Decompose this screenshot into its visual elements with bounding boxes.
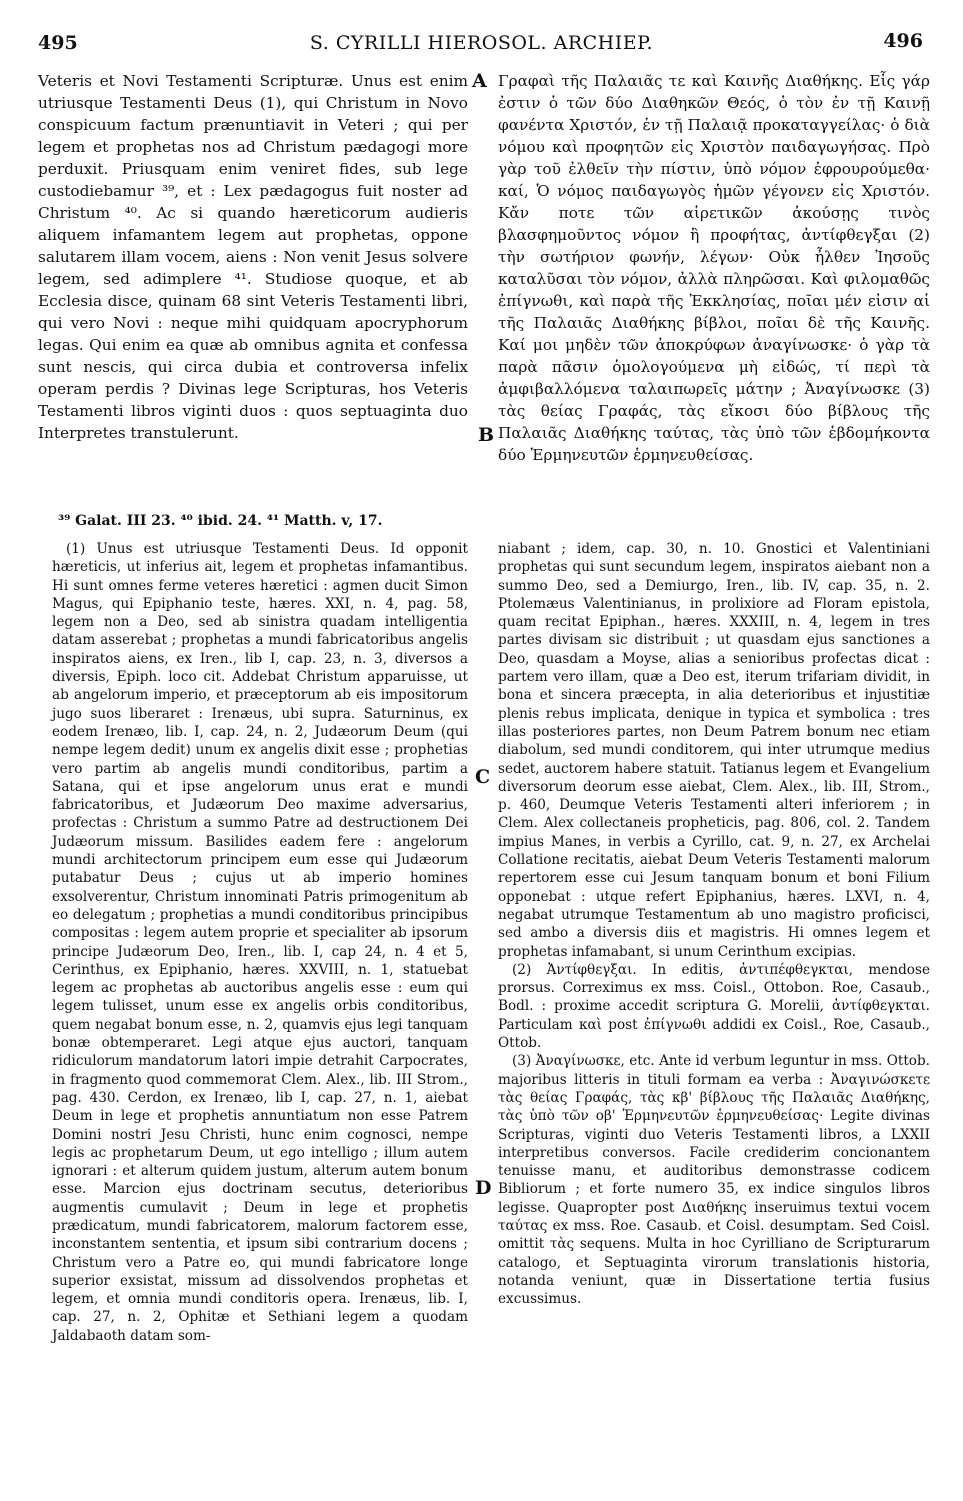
section-marker-a: A <box>472 70 487 92</box>
section-marker-d: D <box>475 1177 492 1199</box>
section-marker-c: C <box>475 766 491 788</box>
footnote-1: (1) Unus est utriusque Testamenti Deus. Id opponit hæreticis, ut inferius ait, legem et prophetas infamantibus. Hi sunt omnes ferme veteres hæretici : agmen ducit Simon Magus, qui Epiphanio teste, hæres. XXI, n. 4, pag. 58, legem non a Deo, sed ab sinistra quadam intelligentia datam asserebat ; prophetas a mundi fabricatoribus angelis inspiratos aiens, ex Iren., lib I, cap. 23, n. 3, diversos a diversis, Epiph. loco cit. Addebat Christum apparuisse, ut ab angelorum imperio, et præceptorum ab eis impositorum jugo suos liberaret : Irenæus, ubi supra. Saturninus, ex eodem Irenæo, lib. I, cap. 24, n. 2, Judæorum Deum (qui nempe legem dedit) unum ex angelis dixit esse ; prophetias vero partim ab angelis mundi conditoribus, partim a Satana, qui et ipse angelorum unus erat e mundi fabricatoribus, et Judæorum Deo maxime adversarius, profectas : Christum a summo Patre ad destructionem Dei Judæorum missum. Basilides eadem fere : angelorum mundi architectorum principem eum esse qui Judæorum putabatur Deus ; cujus ut ab imperio homines exsolverentur, Christum innominati Patris primogenitum ab eo delegatum ; prophetias a mundi conditoribus principibus compositas : legem autem proprie et specialiter ab ipsorum principe Judæorum Deo, Iren., lib. I, cap 24, n. 4 et 5, Cerinthus, ex Epiphanio, hæres. XXVIII, n. 1, statuebat legem ac prophetas ab auctoribus angelis esse : eum qui legem tulisset, unum esse ex angelis orbis conditoribus, quem negabat bonum esse, n. 2, quamvis ejus legi tanquam bonæ obtemperaret. Legi atque ejus auctori, tanquam ridiculorum mandatorum latori impie detrahit Carpocrates, in fragmento quod commemorat Clem. Alex., lib. III Strom., pag. 430. Cerdon, ex Irenæo, lib I, cap. 27, n. 1, aiebat Deum in lege et prophetis annuntiatum non esse Patrem Domini nostri Jesu Christi, hunc enim cognosci, nempe legis ac prophetarum Deum, ut ego intelligo ; illum autem ignorari : et alterum quidem justum, alterum autem bonum esse. Marcion ejus doctrinam secutus, deterioribus augmentis cumulavit ; Deum in lege et prophetis prædicatum, mundi fabricatorem, malorum factorem esse, inconstantem sententia, et ipsum sibi contrarium docens ; Christum vero a Patre eo, qui mundi fabricatore longe superior exsistat, missum ad dissolvendos prophetas et legem, et omnia mundi conditoris opera. Irenæus, lib. I, cap. 27, n. 2, Ophitæ et Sethiani legem a quodam Jaldabaoth datam som- <box>52 541 468 1344</box>
footnote-1-continued: niabant ; idem, cap. 30, n. 10. Gnostici et Valentiniani prophetas qui sunt secundum legem, inspiratos aiebant non a summo Deo, sed a Demiurgo, Iren., lib. IV, cap. 35, n. 2. Ptolemæus Valentinianus, in prolixiore ad Floram epistola, quam recitat Epiphan., hæres. XXXIII, n. 4, legem in tres partes divisam sic distribuit ; ut quasdam ejus sanctiones a Deo, quasdam a Moyse, alias a senioribus profectas dicat : partem vero illam, quæ a Deo est, iterum trifariam dividit, in bona et sincera præcepta, in alia deterioribus et injustitiæ plenis rebus implicata, denique in typica et symbolica : tres illas posteriores partes, non Deum Patrem bonum nec etiam diabolum, sed mundi conditorem, qui inter utrumque medius sedet, auctorem habere statuit. Tatianus legem et Evangelium diversorum deorum esse aiebat, Clem. Alex., lib. III, Strom., p. 460, Deumque Veteris Testamenti alteri inferiorem ; in Clem. Alex collectaneis propheticis, pag. 806, col. 2. Tandem impius Manes, in verbis a Cyrillo, cat. 9, n. 27, ex Archelai Collatione recitatis, aiebat Deum Veteris Testamenti malorum repertorem esse cui Jesum tanquam bonum et boni Filium opponebat : utque refert Epiphanius, hæres. LXVI, n. 4, negabat utrumque Testamentum ab uno magistro proficisci, sed ambo a diversis diis et magistris. Hi omnes legem et prophetas infamabant, si unum Cerinthum excipias. <box>498 541 930 960</box>
section-marker-b: B <box>478 424 495 446</box>
page-header <box>0 30 963 62</box>
page-number-right: 496 <box>883 30 923 52</box>
running-title: S. CYRILLI HIEROSOL. ARCHIEP. <box>309 32 654 54</box>
footnote-2: (2) Ἀντίφθεγξαι. In editis, ἀντιπέφθεγκται, mendose prorsus. Correximus ex mss. Coisl., Ottobon. Roe, Casaub., Bodl. : proxime accedit scriptura G. Morelii, ἀντίφθεγκται. Particulam καὶ post ἐπίγνωθι addidi ex Coisl., Roe, Casaub., Ottob. <box>498 961 930 1052</box>
latin-paragraph: Veteris et Novi Testamenti Scripturæ. Unus est enim utriusque Testamenti Deus (1), qui Christum in Novo conspicuum factum prænuntiavit in Veteri ; qui per legem et prophetas nos ad Christum pædagogi more perduxit. Priusquam enim veniret fides, sub lege custodiebamur ³⁹, et : Lex pædagogus fuit noster ad Christum ⁴⁰. Ac si quando hæreticorum audieris aliquem infamantem legem aut prophetas, oppone salutarem illam vocem, aiens : Non venit Jesus solvere legem, sed adimplere ⁴¹. Studiose quoque, et ab Ecclesia disce, quinam 68 sint Veteris Testamenti libri, qui vero Novi : neque mihi quidquam apocryphorum legas. Qui enim ea quæ ab omnibus agnita et confessa sunt nescis, qui circa dubia et controversa infelix operam perdis ? Divinas lege Scripturas, hos Veteris Testamenti libros viginti duos : quos septuaginta duo Interpretes transtulerunt. <box>38 72 468 442</box>
footnotes-left-column <box>52 540 468 1345</box>
greek-text-column <box>498 70 930 466</box>
greek-paragraph: Γραφαὶ τῆς Παλαιᾶς τε καὶ Καινῆς Διαθήκης. Εἷς γάρ ἐστιν ὁ τῶν δύο Διαθηκῶν Θεός, ὁ τὸν ἐν τῇ Καινῇ φανέντα Χριστόν, ἐν τῇ Παλαιᾷ προκαταγγείλας· ὁ διὰ νόμου καὶ προφητῶν εἰς Χριστὸν παιδαγωγήσας. Πρὸ γὰρ τοῦ ἐλθεῖν τὴν πίστιν, ὑπὸ νόμον ἐφρουρούμεθα· καί, Ὁ νόμος παιδαγωγὸς ἡμῶν γέγονεν εἰς Χριστόν. Κἄν ποτε τῶν αἱρετικῶν ἀκούσῃς τινὸς βλασφημοῦντος νόμον ἢ προφήτας, ἀντίφθεγξαι (2) τὴν σωτήριον φωνήν, λέγων· Οὐκ ἦλθεν Ἰησοῦς καταλῦσαι τὸν νόμον, ἀλλὰ πληρῶσαι. Καὶ φιλομαθῶς ἐπίγνωθι, καὶ παρὰ τῆς Ἐκκλησίας, ποῖαι μέν εἰσιν αἱ τῆς Παλαιᾶς Διαθήκης βίβλοι, ποῖαι δὲ τῆς Καινῆς. Καί μοι μηδὲν τῶν ἀποκρύφων ἀναγίνωσκε· ὁ γὰρ τὰ παρὰ πᾶσιν ὁμολογούμενα μὴ εἰδώς, τί περὶ τὰ ἀμφιβαλλόμενα ταλαιπωρεῖς μάτην ; Ἀναγίνωσκε (3) τὰς θείας Γραφάς, τὰς εἴκοσι δύο βίβλους τῆς Παλαιᾶς Διαθήκης ταύτας, τὰς ὑπὸ τῶν ἑβδομήκοντα δύο Ἑρμηνευτῶν ἑρμηνευθείσας. <box>498 72 930 464</box>
page-number-left: 495 <box>38 32 78 54</box>
footnotes-right-column <box>498 540 930 1308</box>
footnote-3: (3) Ἀναγίνωσκε, etc. Ante id verbum leguntur in mss. Ottob. majoribus litteris in tituli formam ea verba : Ἀναγινώσκετε τὰς θείας Γραφάς, τὰς κβ' βίβλους τῆς Παλαιᾶς Διαθήκης, τὰς ὑπὸ τῶν οβ' Ἑρμηνευτῶν ἑρμηνευθείσας· Legite divinas Scripturas, viginti duo Veteris Testamenti libros, a LXXII interpretibus conversos. Facile crediderim concionantem tenuisse manu, et auditoribus demonstrasse codicem Bibliorum ; et forte numero 35, ex indice singulos libros legisse. Quapropter post Διαθήκης inseruimus textui vocem ταύτας ex mss. Roe. Casaub. et Coisl. desumptam. Sed Coisl. omittit τὰς sequens. Multa in hoc Cyrilliano de Scripturarum catalogo, et Septuaginta virorum translationis historia, notanda veniunt, quæ in Dissertatione tertia fusius excussimus. <box>498 1053 930 1308</box>
scripture-references: ³⁹ Galat. III 23. ⁴⁰ ibid. 24. ⁴¹ Matth. v, 17. <box>58 513 383 529</box>
latin-text-column <box>38 70 468 444</box>
